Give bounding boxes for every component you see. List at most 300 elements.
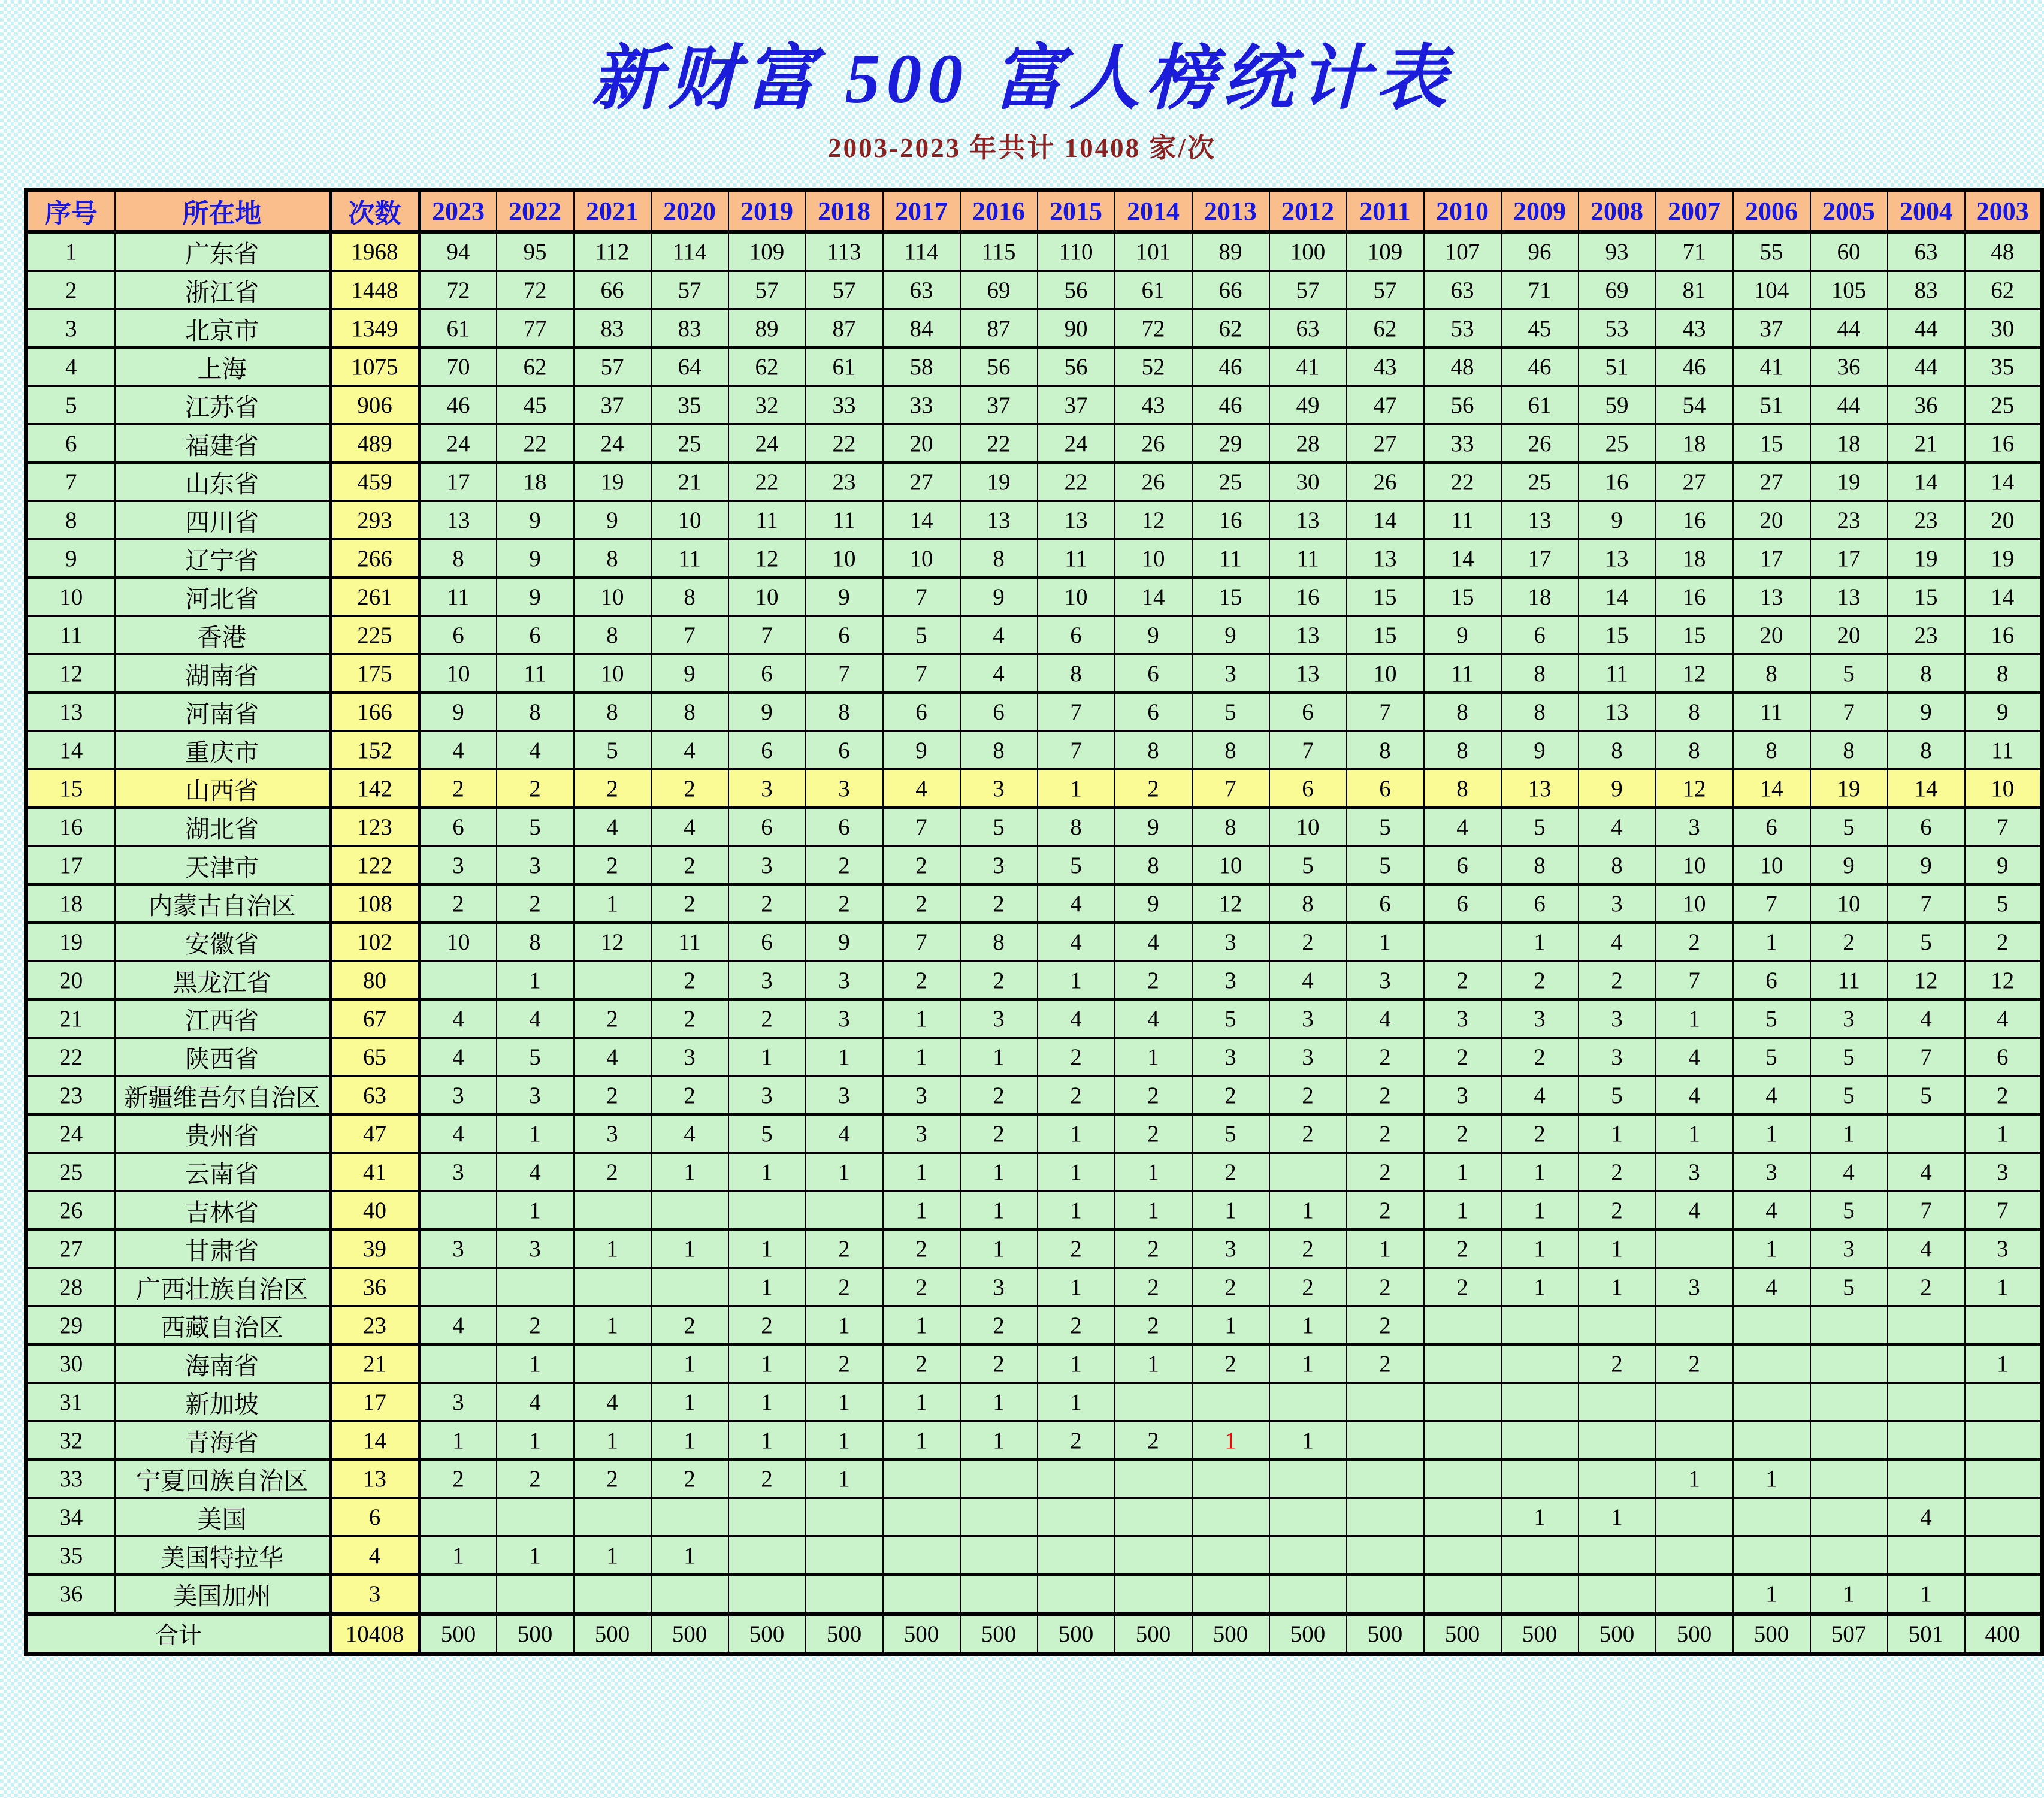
rank-cell: 20 <box>26 961 115 999</box>
year-cell: 3 <box>728 846 806 884</box>
year-cell: 3 <box>497 1076 574 1114</box>
year-cell: 2 <box>1115 1268 1192 1306</box>
year-cell: 2 <box>1192 1344 1269 1383</box>
year-cell: 22 <box>1038 463 1115 501</box>
count-cell: 175 <box>331 654 419 693</box>
year-cell <box>1733 1344 1810 1383</box>
year-cell: 8 <box>1038 654 1115 693</box>
year-cell: 12 <box>728 539 806 578</box>
year-cell: 14 <box>1424 539 1501 578</box>
year-cell: 2 <box>497 769 574 808</box>
year-cell: 9 <box>960 578 1038 616</box>
year-cell: 8 <box>574 539 651 578</box>
year-cell: 4 <box>1656 1038 1733 1076</box>
rank-cell: 26 <box>26 1191 115 1229</box>
year-cell: 1 <box>1965 1114 2042 1153</box>
year-cell: 1 <box>806 1459 883 1498</box>
rank-cell: 6 <box>26 424 115 463</box>
year-cell: 6 <box>728 654 806 693</box>
region-cell: 美国 <box>115 1498 331 1536</box>
year-cell: 18 <box>1656 539 1733 578</box>
region-cell: 新加坡 <box>115 1383 331 1421</box>
year-cell: 7 <box>1038 731 1115 769</box>
year-cell: 8 <box>419 539 497 578</box>
year-cell: 5 <box>1810 654 1888 693</box>
year-cell: 9 <box>806 923 883 961</box>
year-cell: 18 <box>1656 424 1733 463</box>
year-cell: 11 <box>1038 539 1115 578</box>
year-cell: 5 <box>1810 1268 1888 1306</box>
year-cell <box>1501 1421 1579 1459</box>
year-cell: 19 <box>1888 539 1965 578</box>
col-header-rank: 序号 <box>26 190 115 232</box>
year-cell <box>1115 1536 1192 1575</box>
year-cell: 45 <box>1501 309 1579 347</box>
year-cell <box>883 1575 960 1614</box>
year-cell: 12 <box>1965 961 2042 999</box>
year-cell: 6 <box>1501 616 1579 654</box>
rank-cell: 31 <box>26 1383 115 1421</box>
year-cell: 1 <box>1810 1575 1888 1614</box>
count-cell: 122 <box>331 846 419 884</box>
year-cell: 95 <box>497 232 574 271</box>
year-cell: 83 <box>651 309 728 347</box>
year-cell: 7 <box>806 654 883 693</box>
year-cell: 11 <box>1965 731 2042 769</box>
year-cell: 11 <box>497 654 574 693</box>
year-cell: 8 <box>1656 731 1733 769</box>
year-cell: 33 <box>806 386 883 424</box>
year-cell: 1 <box>497 961 574 999</box>
year-cell: 23 <box>806 463 883 501</box>
year-cell <box>1965 1498 2042 1536</box>
year-cell: 11 <box>728 501 806 539</box>
region-cell: 吉林省 <box>115 1191 331 1229</box>
region-cell: 宁夏回族自治区 <box>115 1459 331 1498</box>
region-cell: 江西省 <box>115 999 331 1038</box>
year-cell: 14 <box>1965 463 2042 501</box>
col-header-year-2004: 2004 <box>1888 190 1965 232</box>
table-row <box>26 1498 2042 1536</box>
year-cell <box>1115 1498 1192 1536</box>
year-cell: 6 <box>419 808 497 846</box>
year-cell: 2 <box>1115 1114 1192 1153</box>
total-year-cell: 500 <box>960 1614 1038 1654</box>
year-cell <box>1579 1459 1656 1498</box>
year-cell: 11 <box>651 539 728 578</box>
year-cell: 1 <box>883 1153 960 1191</box>
year-cell <box>1888 1344 1965 1383</box>
year-cell: 6 <box>806 616 883 654</box>
year-cell: 8 <box>806 693 883 731</box>
year-cell: 6 <box>1347 769 1424 808</box>
count-cell: 1968 <box>331 232 419 271</box>
year-cell: 1 <box>960 1191 1038 1229</box>
year-cell: 18 <box>1810 424 1888 463</box>
year-cell: 4 <box>419 1114 497 1153</box>
year-cell: 1 <box>651 1421 728 1459</box>
count-cell: 47 <box>331 1114 419 1153</box>
rank-cell: 8 <box>26 501 115 539</box>
year-cell: 9 <box>1115 884 1192 923</box>
year-cell: 43 <box>1347 347 1424 386</box>
year-cell: 96 <box>1501 232 1579 271</box>
col-header-year-2015: 2015 <box>1038 190 1115 232</box>
total-year-cell: 500 <box>806 1614 883 1654</box>
year-cell: 1 <box>1501 1268 1579 1306</box>
year-cell: 3 <box>1501 999 1579 1038</box>
year-cell: 72 <box>497 271 574 309</box>
year-cell: 13 <box>1501 769 1579 808</box>
year-cell <box>728 1536 806 1575</box>
year-cell: 1 <box>574 1536 651 1575</box>
year-cell: 20 <box>1733 616 1810 654</box>
year-cell: 23 <box>1810 501 1888 539</box>
year-cell: 14 <box>883 501 960 539</box>
year-cell: 56 <box>960 347 1038 386</box>
year-cell: 100 <box>1269 232 1347 271</box>
year-cell: 1 <box>728 1421 806 1459</box>
year-cell: 1 <box>883 1038 960 1076</box>
year-cell: 10 <box>1656 846 1733 884</box>
year-cell <box>1115 1575 1192 1614</box>
year-cell: 9 <box>497 539 574 578</box>
year-cell: 14 <box>1888 463 1965 501</box>
year-cell <box>1501 1575 1579 1614</box>
year-cell: 5 <box>1965 884 2042 923</box>
year-cell: 1 <box>1115 1038 1192 1076</box>
year-cell: 63 <box>883 271 960 309</box>
year-cell: 2 <box>806 1268 883 1306</box>
year-cell: 6 <box>1269 769 1347 808</box>
year-cell: 64 <box>651 347 728 386</box>
year-cell: 14 <box>1347 501 1424 539</box>
year-cell: 4 <box>1347 999 1424 1038</box>
page-subtitle: 2003-2023 年共计 10408 家/次 <box>828 132 1216 163</box>
year-cell: 89 <box>1192 232 1269 271</box>
year-cell <box>574 1268 651 1306</box>
year-cell: 16 <box>1656 501 1733 539</box>
year-cell: 8 <box>1733 654 1810 693</box>
rank-cell: 3 <box>26 309 115 347</box>
year-cell <box>960 1498 1038 1536</box>
year-cell <box>1347 1459 1424 1498</box>
year-cell: 2 <box>1579 1191 1656 1229</box>
year-cell: 3 <box>960 1268 1038 1306</box>
year-cell: 89 <box>728 309 806 347</box>
year-cell: 4 <box>574 808 651 846</box>
year-cell: 1 <box>1733 1229 1810 1268</box>
year-cell: 90 <box>1038 309 1115 347</box>
year-cell <box>1733 1306 1810 1344</box>
count-cell: 23 <box>331 1306 419 1344</box>
region-cell: 天津市 <box>115 846 331 884</box>
year-cell: 1 <box>806 1306 883 1344</box>
year-cell <box>1965 1306 2042 1344</box>
year-cell <box>1192 1536 1269 1575</box>
year-cell: 11 <box>806 501 883 539</box>
year-cell: 51 <box>1733 386 1810 424</box>
year-cell <box>1424 1421 1501 1459</box>
year-cell: 6 <box>1888 808 1965 846</box>
year-cell <box>1810 1306 1888 1344</box>
count-cell: 4 <box>331 1536 419 1575</box>
year-cell: 61 <box>1501 386 1579 424</box>
year-cell: 56 <box>1038 347 1115 386</box>
year-cell: 3 <box>806 961 883 999</box>
year-cell: 5 <box>1810 1038 1888 1076</box>
total-row <box>26 1614 2042 1654</box>
year-cell <box>960 1575 1038 1614</box>
count-cell: 14 <box>331 1421 419 1459</box>
year-cell: 5 <box>1810 808 1888 846</box>
year-cell: 13 <box>1501 501 1579 539</box>
rank-cell: 11 <box>26 616 115 654</box>
year-cell: 4 <box>1733 1191 1810 1229</box>
year-cell <box>1579 1383 1656 1421</box>
year-cell: 5 <box>1501 808 1579 846</box>
table-row <box>26 769 2042 808</box>
year-cell: 7 <box>883 578 960 616</box>
year-cell: 27 <box>1347 424 1424 463</box>
year-cell: 1 <box>1038 1153 1115 1191</box>
year-cell <box>497 1268 574 1306</box>
year-cell: 4 <box>419 731 497 769</box>
year-cell <box>1579 1536 1656 1575</box>
year-cell <box>1656 1306 1733 1344</box>
region-cell: 内蒙古自治区 <box>115 884 331 923</box>
year-cell: 2 <box>574 846 651 884</box>
year-cell: 10 <box>1733 846 1810 884</box>
year-cell: 1 <box>1810 1114 1888 1153</box>
year-cell: 10 <box>574 578 651 616</box>
year-cell: 3 <box>497 1229 574 1268</box>
year-cell <box>497 1575 574 1614</box>
count-cell: 459 <box>331 463 419 501</box>
year-cell: 1 <box>1115 1344 1192 1383</box>
year-cell: 11 <box>1810 961 1888 999</box>
rank-cell: 27 <box>26 1229 115 1268</box>
region-cell: 北京市 <box>115 309 331 347</box>
rank-cell: 5 <box>26 386 115 424</box>
year-cell: 5 <box>574 731 651 769</box>
year-cell <box>883 1536 960 1575</box>
year-cell: 5 <box>1733 1038 1810 1076</box>
count-cell: 41 <box>331 1153 419 1191</box>
year-cell: 109 <box>1347 232 1424 271</box>
year-cell <box>574 961 651 999</box>
year-cell: 48 <box>1965 232 2042 271</box>
year-cell: 4 <box>1888 999 1965 1038</box>
year-cell: 104 <box>1733 271 1810 309</box>
year-cell: 44 <box>1888 347 1965 386</box>
year-cell: 4 <box>1810 1153 1888 1191</box>
year-cell: 2 <box>1115 1076 1192 1114</box>
year-cell: 57 <box>806 271 883 309</box>
year-cell <box>1424 1498 1501 1536</box>
year-cell: 57 <box>574 347 651 386</box>
year-cell: 47 <box>1347 386 1424 424</box>
year-cell: 8 <box>1424 731 1501 769</box>
year-cell: 8 <box>1888 654 1965 693</box>
year-cell: 11 <box>1424 501 1501 539</box>
year-cell <box>806 1191 883 1229</box>
year-cell: 2 <box>1038 1306 1115 1344</box>
table-row <box>26 1344 2042 1383</box>
year-cell: 53 <box>1579 309 1656 347</box>
year-cell: 1 <box>883 1383 960 1421</box>
year-cell: 16 <box>1965 616 2042 654</box>
year-cell: 17 <box>1501 539 1579 578</box>
year-cell: 72 <box>419 271 497 309</box>
rank-cell: 17 <box>26 846 115 884</box>
year-cell: 1 <box>651 1383 728 1421</box>
year-cell: 26 <box>1115 424 1192 463</box>
count-cell: 6 <box>331 1498 419 1536</box>
year-cell: 1 <box>574 1229 651 1268</box>
year-cell: 9 <box>1810 846 1888 884</box>
year-cell: 69 <box>1579 271 1656 309</box>
year-cell: 13 <box>1733 578 1810 616</box>
year-cell: 2 <box>1192 1076 1269 1114</box>
year-cell: 10 <box>1347 654 1424 693</box>
year-cell: 13 <box>1038 501 1115 539</box>
year-cell: 3 <box>419 1229 497 1268</box>
year-cell: 2 <box>1115 769 1192 808</box>
year-cell: 6 <box>960 693 1038 731</box>
year-cell <box>1733 1536 1810 1575</box>
year-cell: 25 <box>1965 386 2042 424</box>
total-year-cell: 400 <box>1965 1614 2042 1654</box>
year-cell: 2 <box>1115 1306 1192 1344</box>
year-cell: 8 <box>1965 654 2042 693</box>
table-row <box>26 616 2042 654</box>
year-cell: 12 <box>574 923 651 961</box>
year-cell: 5 <box>1192 1114 1269 1153</box>
year-cell: 13 <box>1269 501 1347 539</box>
year-cell: 41 <box>1269 347 1347 386</box>
year-cell: 2 <box>1424 1268 1501 1306</box>
year-cell: 3 <box>960 769 1038 808</box>
col-header-year-2014: 2014 <box>1115 190 1192 232</box>
year-cell: 2 <box>651 1459 728 1498</box>
year-cell: 2 <box>1347 1344 1424 1383</box>
year-cell: 6 <box>1115 693 1192 731</box>
year-cell: 5 <box>883 616 960 654</box>
region-cell: 浙江省 <box>115 271 331 309</box>
year-cell: 27 <box>883 463 960 501</box>
year-cell <box>1810 1383 1888 1421</box>
year-cell: 27 <box>1733 463 1810 501</box>
year-cell <box>1424 1536 1501 1575</box>
year-cell: 1 <box>728 1268 806 1306</box>
year-cell: 15 <box>1579 616 1656 654</box>
year-cell: 1 <box>1192 1306 1269 1344</box>
year-cell: 41 <box>1733 347 1810 386</box>
year-cell: 44 <box>1810 386 1888 424</box>
col-header-year-2012: 2012 <box>1269 190 1347 232</box>
year-cell <box>883 1459 960 1498</box>
rank-cell: 29 <box>26 1306 115 1344</box>
year-cell: 3 <box>1192 923 1269 961</box>
count-cell: 102 <box>331 923 419 961</box>
year-cell <box>574 1498 651 1536</box>
year-cell: 57 <box>651 271 728 309</box>
year-cell: 2 <box>1501 961 1579 999</box>
year-cell: 2 <box>1269 923 1347 961</box>
year-cell <box>1501 1536 1579 1575</box>
year-cell: 9 <box>574 501 651 539</box>
table-row <box>26 999 2042 1038</box>
year-cell: 9 <box>1888 846 1965 884</box>
year-cell: 1 <box>883 1306 960 1344</box>
year-cell: 17 <box>419 463 497 501</box>
region-cell: 美国加州 <box>115 1575 331 1614</box>
count-cell: 293 <box>331 501 419 539</box>
table-row <box>26 1153 2042 1191</box>
year-cell: 7 <box>728 616 806 654</box>
year-cell <box>728 1498 806 1536</box>
year-cell <box>419 1575 497 1614</box>
year-cell: 13 <box>1579 693 1656 731</box>
year-cell: 19 <box>574 463 651 501</box>
region-cell: 四川省 <box>115 501 331 539</box>
year-cell: 9 <box>1115 616 1192 654</box>
year-cell: 1 <box>1038 1383 1115 1421</box>
year-cell: 20 <box>1965 501 2042 539</box>
total-year-cell: 500 <box>1347 1614 1424 1654</box>
year-cell: 9 <box>1115 808 1192 846</box>
year-cell: 71 <box>1501 271 1579 309</box>
year-cell: 24 <box>728 424 806 463</box>
year-cell: 13 <box>419 501 497 539</box>
col-header-year-2019: 2019 <box>728 190 806 232</box>
count-cell: 21 <box>331 1344 419 1383</box>
region-cell: 青海省 <box>115 1421 331 1459</box>
year-cell: 109 <box>728 232 806 271</box>
year-cell: 13 <box>1579 539 1656 578</box>
rank-cell: 28 <box>26 1268 115 1306</box>
year-cell: 4 <box>1656 1191 1733 1229</box>
year-cell: 2 <box>1656 923 1733 961</box>
total-year-cell: 500 <box>1038 1614 1115 1654</box>
rank-cell: 2 <box>26 271 115 309</box>
table-row <box>26 501 2042 539</box>
year-cell: 1 <box>1038 961 1115 999</box>
year-cell: 37 <box>1038 386 1115 424</box>
year-cell: 1 <box>960 1038 1038 1076</box>
year-cell: 72 <box>1115 309 1192 347</box>
year-cell: 25 <box>651 424 728 463</box>
year-cell: 5 <box>1192 693 1269 731</box>
year-cell: 37 <box>574 386 651 424</box>
year-cell: 2 <box>651 1306 728 1344</box>
year-cell: 2 <box>497 884 574 923</box>
region-cell: 辽宁省 <box>115 539 331 578</box>
year-cell: 46 <box>1192 386 1269 424</box>
year-cell: 1 <box>960 1421 1038 1459</box>
region-cell: 安徽省 <box>115 923 331 961</box>
count-cell: 13 <box>331 1459 419 1498</box>
year-cell <box>1656 1421 1733 1459</box>
year-cell: 2 <box>1579 1344 1656 1383</box>
count-cell: 152 <box>331 731 419 769</box>
year-cell <box>1347 1575 1424 1614</box>
rank-cell: 16 <box>26 808 115 846</box>
year-cell <box>1965 1575 2042 1614</box>
year-cell <box>1424 923 1501 961</box>
rank-cell: 15 <box>26 769 115 808</box>
